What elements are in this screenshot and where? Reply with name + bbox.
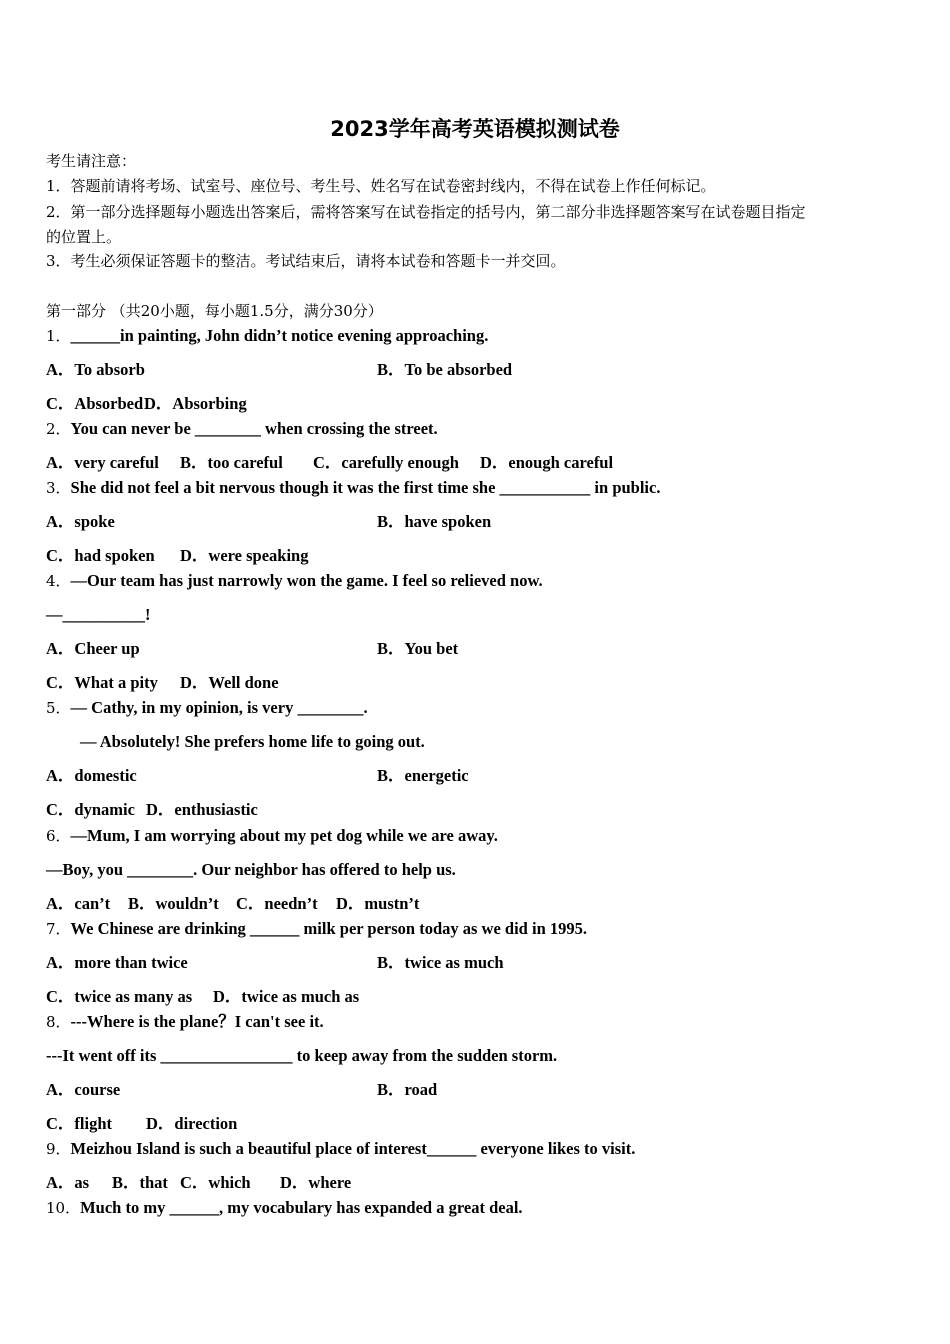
question-4 [46,571,543,591]
question-8 [46,1012,324,1032]
option-a[interactable]: A．more than twice [46,953,188,972]
question-1 [46,326,488,346]
option-c[interactable]: C．What a pity [46,673,158,692]
option-b[interactable]: B．energetic [377,766,469,785]
option-c[interactable]: C．twice as many as [46,987,193,1006]
question-stem: Meizhou Island is such a beautiful place of interest______ everyone likes to visit. [70,1139,636,1158]
question-number: 9． [46,1140,71,1158]
option-d[interactable]: D．mustn’t [336,894,420,913]
option-b[interactable]: B．that [112,1173,168,1192]
question-stem: ______in painting, John didn’t notice evening approaching. [70,326,489,345]
option-b[interactable]: B．To be absorbed [377,360,513,379]
option-d[interactable]: D．direction [146,1114,238,1133]
section-heading: 第一部分 （共20小题，每小题1.5分，满分30分） [46,302,383,320]
question-stem: ---Where is the plane？I can't see it. [70,1012,324,1031]
question-stem: She did not feel a bit nervous though it was the first time she ___________ in public. [70,478,661,497]
option-d[interactable]: D．enough careful [480,453,614,472]
question-stem: Much to my ______, my vocabulary has expanded a great deal. [80,1198,523,1217]
option-a[interactable]: A．as [46,1173,90,1192]
question-number: 5． [46,699,71,717]
option-a[interactable]: A．course [46,1080,121,1099]
question-10 [46,1198,523,1218]
dialog-line: ---It went off its ________________ to keep away from the sudden storm. [46,1046,558,1065]
page-title: 2023学年高考英语模拟测试卷 [330,117,620,141]
option-b[interactable]: B．road [377,1080,438,1099]
option-d[interactable]: D．Well done [180,673,279,692]
option-c[interactable]: C．dynamic [46,800,135,819]
option-c[interactable]: C．carefully enough [313,453,459,472]
notice-item: 2．第一部分选择题每小题选出答案后，需将答案写在试卷指定的括号内，第二部分非选择题答案写在试卷题目指定 [46,203,806,221]
question-stem: We Chinese are drinking ______ milk per person today as we did in 1995. [70,919,587,938]
question-stem: — Cathy, in my opinion, is very ________. [70,698,368,717]
option-a[interactable]: A．To absorb [46,360,145,379]
option-a[interactable]: A．very careful [46,453,159,472]
question-number: 8． [46,1013,71,1031]
option-b[interactable]: B．You bet [377,639,459,658]
option-b[interactable]: B．too careful [180,453,283,472]
option-d[interactable]: D．where [280,1173,352,1192]
notice-heading: 考生请注意： [46,152,137,170]
notice-item: 的位置上。 [46,228,122,246]
option-c[interactable]: C．flight [46,1114,112,1133]
option-c[interactable]: C．which [180,1173,251,1192]
question-5 [46,698,368,718]
notice-item: 1．答题前请将考场、试室号、座位号、考生号、姓名写在试卷密封线内，不得在试卷上作任何标记。 [46,177,716,195]
question-number: 4． [46,572,71,590]
dialog-line: —Boy, you ________. Our neighbor has offered to help us. [46,860,456,879]
dialog-line: — Absolutely! She prefers home life to going out. [80,732,425,751]
question-stem: You can never be ________ when crossing the street. [70,419,438,438]
question-number: 10． [46,1199,81,1217]
option-b[interactable]: B．twice as much [377,953,504,972]
option-b[interactable]: B．have spoken [377,512,492,531]
option-d[interactable]: D．were speaking [180,546,309,565]
option-b[interactable]: B．wouldn’t [128,894,219,913]
option-a[interactable]: A．Cheer up [46,639,140,658]
option-c[interactable]: C．Absorbed [46,394,144,413]
question-number: 7． [46,920,71,938]
question-9 [46,1139,635,1159]
option-c[interactable]: C．had spoken [46,546,155,565]
dialog-line: —__________! [46,605,151,624]
option-a[interactable]: A．can’t [46,894,111,913]
question-number: 6． [46,827,71,845]
question-number: 1． [46,327,71,345]
question-6 [46,826,498,846]
question-stem: —Mum, I am worrying about my pet dog while we are away. [70,826,498,845]
question-7 [46,919,587,939]
option-d[interactable]: D．Absorbing [144,394,247,413]
option-c[interactable]: C．needn’t [236,894,318,913]
option-d[interactable]: D．twice as much as [213,987,360,1006]
question-3 [46,478,660,498]
question-stem: —Our team has just narrowly won the game. I feel so relieved now. [70,571,543,590]
option-a[interactable]: A．domestic [46,766,137,785]
option-d[interactable]: D．enthusiastic [146,800,258,819]
option-a[interactable]: A．spoke [46,512,115,531]
notice-item: 3．考生必须保证答题卡的整洁。考试结束后，请将本试卷和答题卡一并交回。 [46,252,566,270]
question-2 [46,419,438,439]
question-number: 2． [46,420,71,438]
question-number: 3． [46,479,71,497]
